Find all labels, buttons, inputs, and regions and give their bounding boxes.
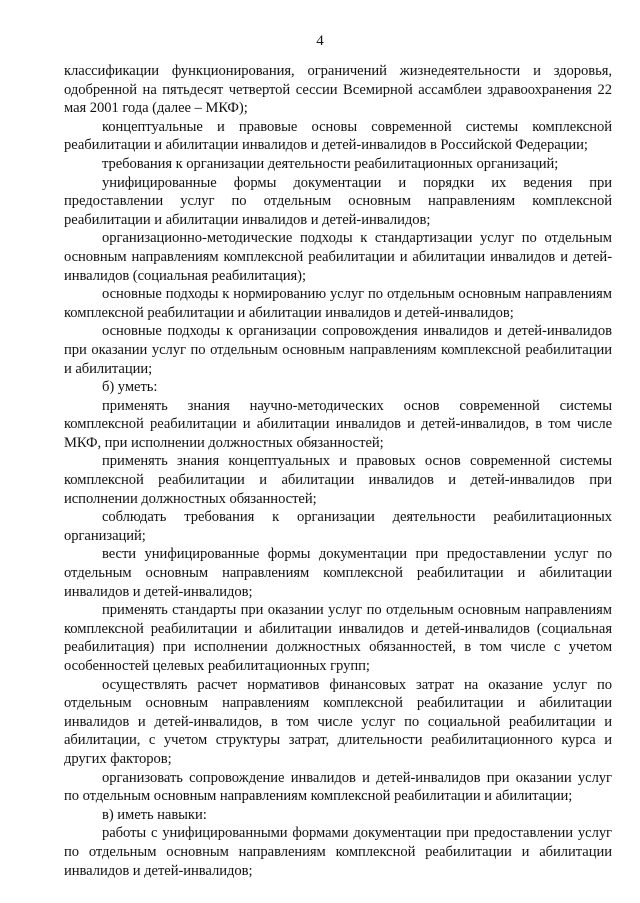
paragraph: применять стандарты при оказании услуг по отдельным основным направлениям комплексной реабилитации и абилитации инвалидов и детей-инвалидов (социальная реабилитация) при исполнении должностных обязанностей, в том числе с учетом особенностей целевых реабилитационных групп; xyxy=(64,602,612,674)
section-heading: б) уметь: xyxy=(102,379,158,396)
paragraph: применять знания научно-методических основ современной системы комплексной реабилитации и абилитации инвалидов и детей-инвалидов, в том числе МКФ, при исполнении должностных обязанностей; xyxy=(64,397,612,451)
paragraph: соблюдать требования к организации деятельности реабилитационных организаций; xyxy=(64,509,612,544)
paragraph: требования к организации деятельности реабилитационных организаций; xyxy=(102,155,559,172)
paragraph: применять знания концептуальных и правовых основ современной системы комплексной реабилитации и абилитации инвалидов и детей-инвалидов при исполнении должностных обязанностей; xyxy=(64,453,612,507)
paragraph: классификации функционирования, ограничений жизнедеятельности и здоровья, одобренной на пятьдесят четвертой сессии Всемирной ассамблеи здравоохранения 22 мая 2001 года (далее – МКФ); xyxy=(64,63,612,117)
paragraph: работы с унифицированными формами документации при предоставлении услуг по отдельным основным направлениям комплексной реабилитации и абилитации инвалидов и детей-инвалидов; xyxy=(64,825,612,879)
paragraph: осуществлять расчет нормативов финансовых затрат на оказание услуг по отдельным основным направлениям комплексной реабилитации и абилитации инвалидов и детей-инвалидов, в том числе услуг по социальной реабилитации и абилитации, с учетом структуры затрат, длительности реабилитационного курса и других факторов; xyxy=(64,676,612,767)
paragraph: унифицированные формы документации и порядки их ведения при предоставлении услуг по отдельным основным направлениям комплексной реабилитации и абилитации инвалидов и детей-инвалидов; xyxy=(64,174,612,228)
section-heading: в) иметь навыки: xyxy=(102,806,207,823)
paragraph: организационно-методические подходы к стандартизации услуг по отдельным основным направлениям комплексной реабилитации и абилитации инвалидов и детей-инвалидов (социальная реабилитация); xyxy=(64,230,612,284)
paragraph: основные подходы к организации сопровождения инвалидов и детей-инвалидов при оказании услуг по отдельным основным направлениям комплексной реабилитации и абилитации; xyxy=(64,323,612,377)
page-number: 4 xyxy=(316,33,324,49)
paragraph: вести унифицированные формы документации при предоставлении услуг по отдельным основным направлениям комплексной реабилитации и абилитации инвалидов и детей-инвалидов; xyxy=(64,546,612,600)
paragraph: организовать сопровождение инвалидов и детей-инвалидов при оказании услуг по отдельным основным направлениям комплексной реабилитации и абилитации; xyxy=(64,769,612,805)
paragraph: основные подходы к нормированию услуг по отдельным основным направлениям комплексной реабилитации и абилитации инвалидов и детей-инвалидов; xyxy=(64,286,612,321)
document-body xyxy=(64,62,612,880)
paragraph: концептуальные и правовые основы современной системы комплексной реабилитации и абилитации инвалидов и детей-инвалидов в Российской Федерации; xyxy=(64,118,612,154)
